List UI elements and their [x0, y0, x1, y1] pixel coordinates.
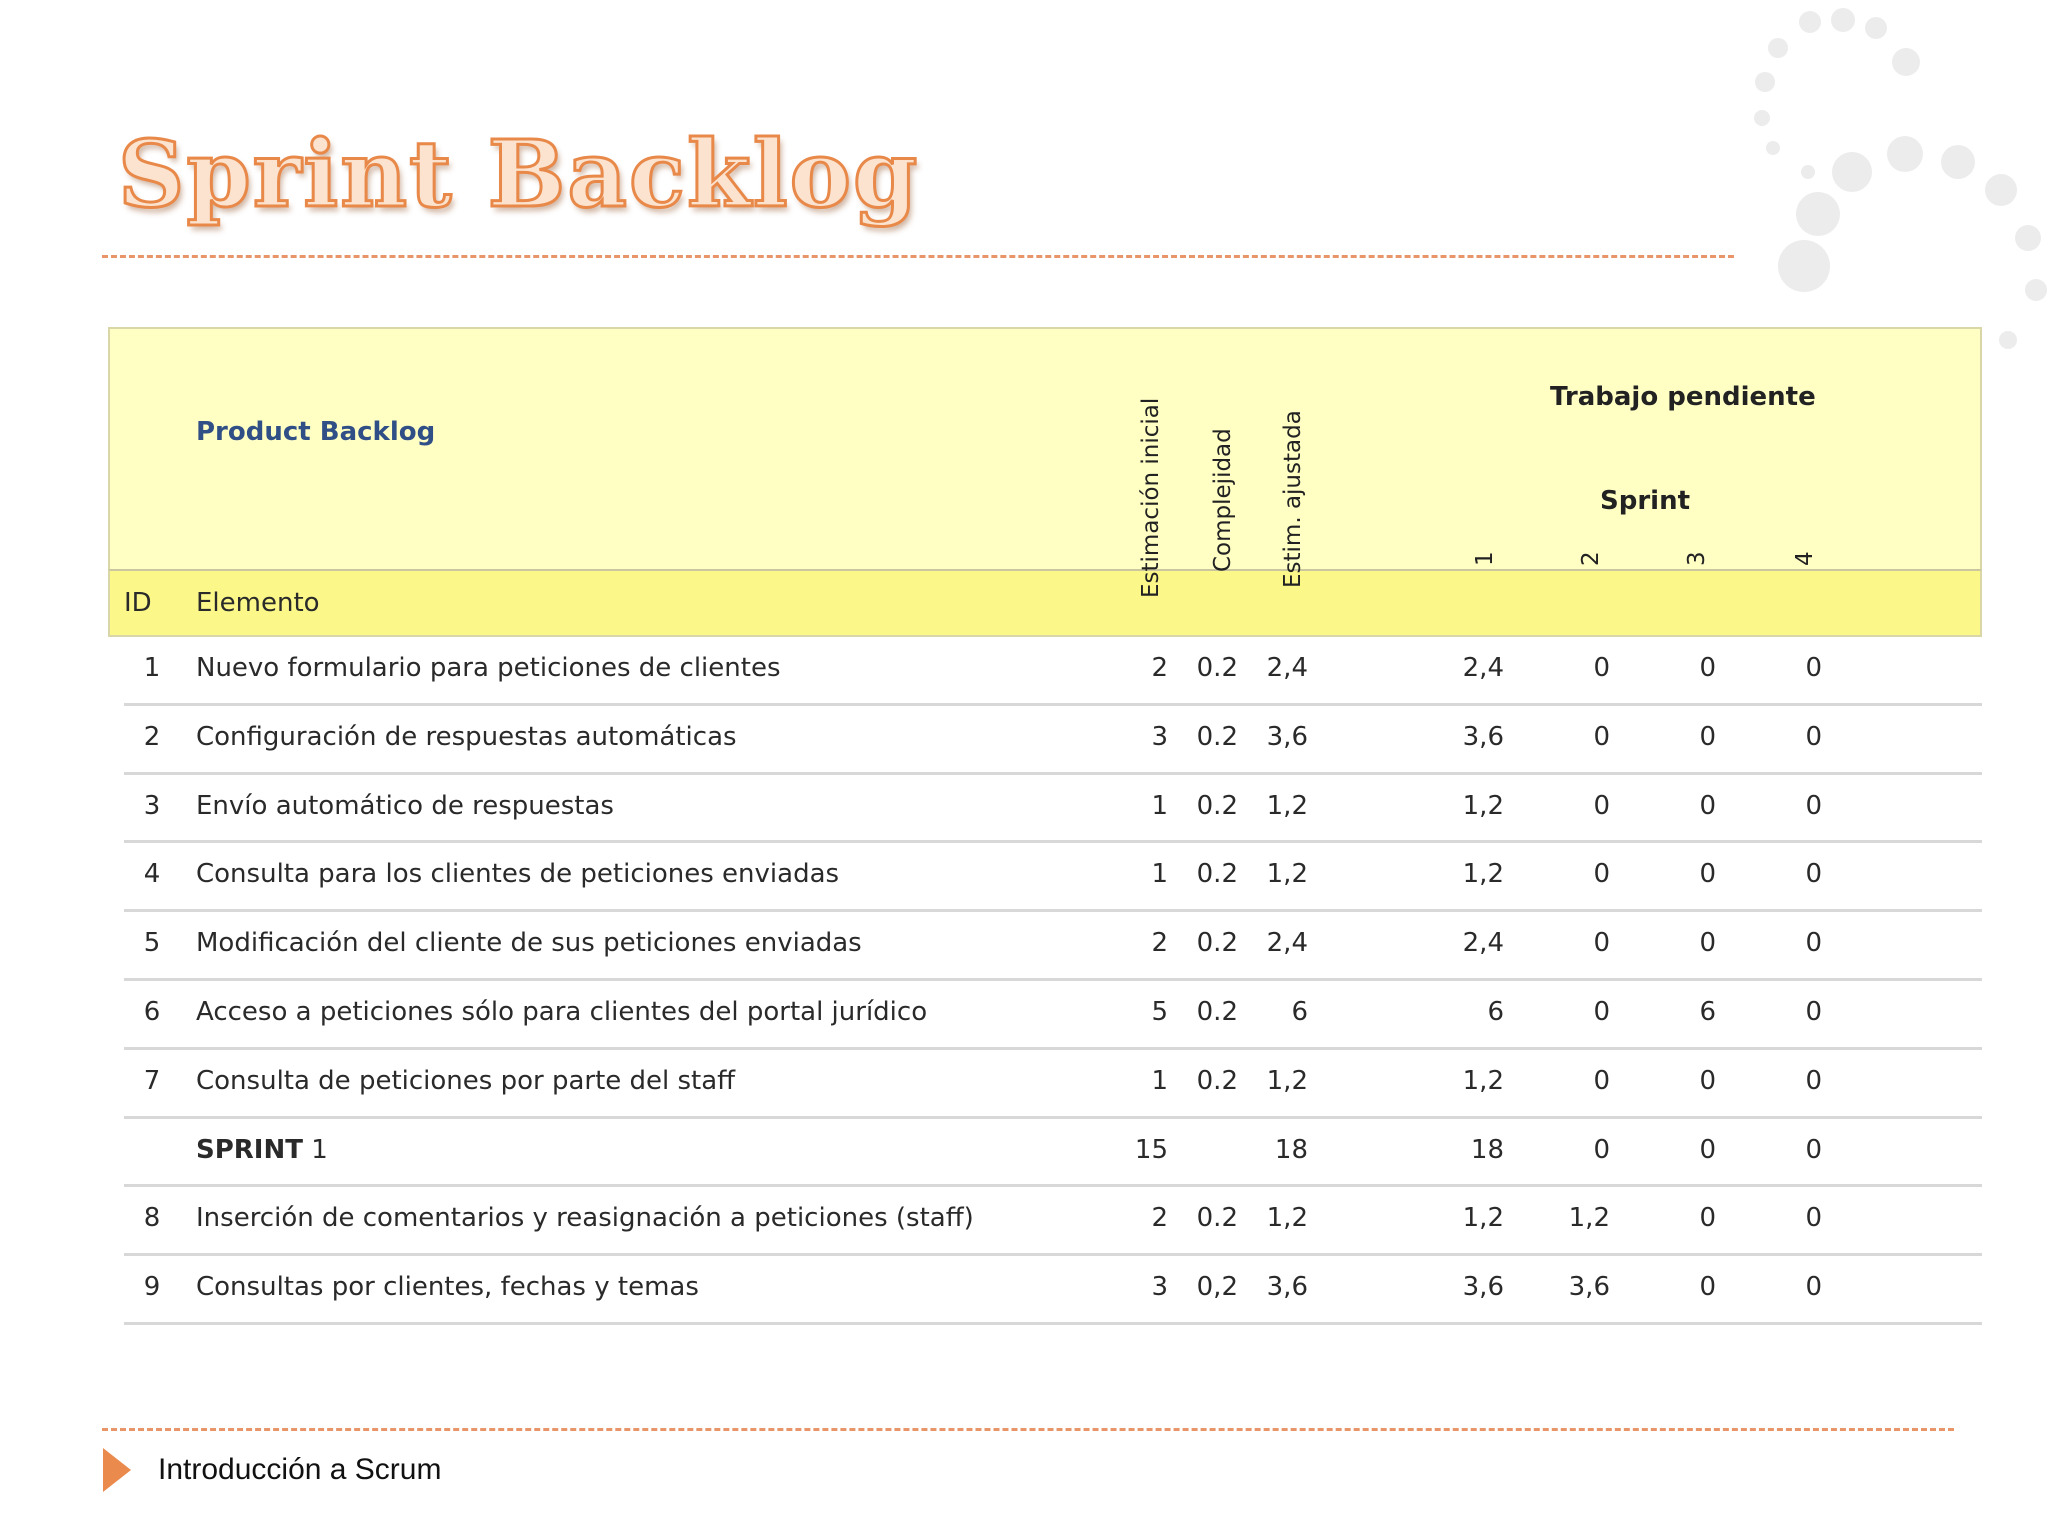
cell-sprint-2: 3,6: [1568, 1272, 1610, 1303]
cell-sprint-3: 0: [1699, 721, 1716, 752]
row-divider: [124, 840, 1982, 843]
cell-estim-ajustada: 3,6: [1266, 1272, 1308, 1303]
col-id-header: ID: [124, 588, 152, 618]
cell-estimacion: 1: [1151, 859, 1168, 890]
cell-sprint-1: 1,2: [1462, 859, 1504, 890]
cell-id: 2: [143, 721, 161, 752]
cell-complejidad: 0,2: [1196, 1272, 1238, 1303]
cell-complejidad: 0.2: [1196, 1065, 1238, 1096]
row-divider: [124, 1184, 1982, 1187]
cell-sprint-1: 6: [1487, 997, 1504, 1027]
cell-estimacion: 5: [1151, 997, 1168, 1027]
cell-sprint-4: 0: [1805, 1272, 1822, 1303]
cell-elemento: [196, 1134, 328, 1165]
cell-complejidad: 0.2: [1196, 653, 1238, 683]
cell-id: 8: [143, 1203, 161, 1234]
cell-estim-ajustada: 1,2: [1266, 790, 1308, 821]
cell-sprint-3: 0: [1699, 790, 1716, 821]
cell-estimacion: 2: [1151, 928, 1168, 959]
cell-estimacion: 3: [1151, 721, 1168, 752]
cell-sprint-4: 0: [1805, 859, 1822, 890]
sprint-total-label: SPRINT: [196, 1134, 303, 1165]
cell-sprint-1: 3,6: [1462, 721, 1504, 752]
cell-id: 4: [143, 859, 161, 890]
cell-complejidad: 0.2: [1196, 859, 1238, 890]
sprint-number-4: 4: [1792, 551, 1818, 566]
cell-sprint-1: 2,4: [1462, 928, 1504, 959]
sprint-label: Sprint: [1600, 486, 1691, 516]
cell-sprint-3: 0: [1699, 928, 1716, 959]
cell-sprint-2: 0: [1593, 653, 1610, 683]
cell-sprint-2: 0: [1593, 1065, 1610, 1096]
cell-id: 7: [143, 1065, 161, 1096]
cell-sprint-3: 6: [1699, 997, 1716, 1027]
cell-sprint-2: 0: [1593, 859, 1610, 890]
cell-sprint-4: 0: [1805, 928, 1822, 959]
sprint-total-number: 1: [302, 1134, 328, 1165]
cell-id: 9: [143, 1272, 161, 1303]
col-complejidad: Complejidad: [1210, 428, 1236, 572]
footer-arrow-icon: [103, 1448, 131, 1492]
cell-elemento: Consultas por clientes, fechas y temas: [196, 1272, 699, 1303]
cell-elemento: Configuración de respuestas automáticas: [196, 721, 737, 752]
cell-sprint-2: 0: [1593, 790, 1610, 821]
cell-estimacion: 1: [1151, 1065, 1168, 1096]
sprint-number-3: 3: [1684, 551, 1710, 566]
cell-elemento: Modificación del cliente de sus peticiones enviadas: [196, 928, 862, 959]
cell-sprint-3: 0: [1699, 1134, 1716, 1165]
cell-estim-ajustada: 18: [1274, 1134, 1308, 1165]
cell-sprint-3: 0: [1699, 1203, 1716, 1234]
footer-text: Introducción a Scrum: [158, 1453, 442, 1486]
cell-sprint-3: 0: [1699, 1272, 1716, 1303]
cell-sprint-4: 0: [1805, 997, 1822, 1027]
cell-estim-ajustada: 1,2: [1266, 1065, 1308, 1096]
row-divider: [124, 1253, 1982, 1256]
cell-complejidad: 0.2: [1196, 790, 1238, 821]
cell-estimacion: 1: [1151, 790, 1168, 821]
cell-complejidad: 0.2: [1196, 1203, 1238, 1234]
row-divider: [124, 1322, 1982, 1325]
cell-estim-ajustada: 1,2: [1266, 1203, 1308, 1234]
cell-sprint-4: 0: [1805, 1065, 1822, 1096]
cell-sprint-1: 3,6: [1462, 1272, 1504, 1303]
slide-title: Sprint Backlog: [118, 120, 920, 228]
row-divider: [124, 1116, 1982, 1119]
cell-id: 3: [143, 790, 161, 821]
cell-sprint-4: 0: [1805, 1203, 1822, 1234]
cell-sprint-1: 1,2: [1462, 1065, 1504, 1096]
cell-estim-ajustada: 2,4: [1266, 653, 1308, 683]
footer-divider: [102, 1428, 1954, 1431]
cell-sprint-4: 0: [1805, 790, 1822, 821]
cell-sprint-3: 0: [1699, 859, 1716, 890]
cell-sprint-1: 1,2: [1462, 1203, 1504, 1234]
cell-elemento: Consulta para los clientes de peticiones enviadas: [196, 859, 840, 890]
cell-id: 5: [143, 928, 161, 959]
cell-sprint-2: 0: [1593, 928, 1610, 959]
row-divider: [124, 909, 1982, 912]
cell-sprint-2: 1,2: [1568, 1203, 1610, 1234]
cell-sprint-1: 1,2: [1462, 790, 1504, 821]
cell-elemento: Envío automático de respuestas: [196, 790, 614, 821]
sprint-number-1: 1: [1472, 551, 1498, 566]
col-estimacion-inicial: Estimación inicial: [1138, 397, 1164, 598]
cell-sprint-2: 0: [1593, 1134, 1610, 1165]
cell-estimacion: 15: [1134, 1134, 1168, 1165]
col-elemento-header: Elemento: [196, 588, 320, 618]
cell-complejidad: 0.2: [1196, 928, 1238, 959]
cell-estim-ajustada: 2,4: [1266, 928, 1308, 959]
cell-estimacion: 2: [1151, 653, 1168, 683]
row-divider: [124, 772, 1982, 775]
cell-complejidad: 0.2: [1196, 997, 1238, 1027]
table-column-header-row: [108, 569, 1982, 637]
cell-elemento: Consulta de peticiones por parte del staff: [196, 1065, 736, 1096]
cell-elemento: Nuevo formulario para peticiones de clientes: [196, 653, 781, 683]
cell-estim-ajustada: 6: [1291, 997, 1308, 1027]
cell-complejidad: 0.2: [1196, 721, 1238, 752]
cell-sprint-4: 0: [1805, 653, 1822, 683]
col-estim-ajustada: Estim. ajustada: [1280, 410, 1306, 588]
cell-sprint-1: 2,4: [1462, 653, 1504, 683]
row-divider: [124, 978, 1982, 981]
cell-estim-ajustada: 1,2: [1266, 859, 1308, 890]
row-divider: [124, 703, 1982, 706]
cell-elemento: Inserción de comentarios y reasignación a peticiones (staff): [196, 1203, 974, 1234]
row-divider: [124, 1047, 1982, 1050]
cell-id: 1: [143, 653, 161, 683]
cell-id: 6: [143, 997, 161, 1027]
sprint-number-2: 2: [1578, 551, 1604, 566]
cell-elemento: Acceso a peticiones sólo para clientes del portal jurídico: [196, 997, 928, 1027]
cell-sprint-4: 0: [1805, 1134, 1822, 1165]
cell-sprint-3: 0: [1699, 653, 1716, 683]
cell-estimacion: 2: [1151, 1203, 1168, 1234]
cell-sprint-1: 18: [1470, 1134, 1504, 1165]
cell-sprint-4: 0: [1805, 721, 1822, 752]
cell-estimacion: 3: [1151, 1272, 1168, 1303]
cell-estim-ajustada: 3,6: [1266, 721, 1308, 752]
table-header-area: [108, 327, 1982, 569]
cell-sprint-2: 0: [1593, 721, 1610, 752]
pending-work-label: Trabajo pendiente: [1550, 382, 1816, 412]
product-backlog-label: Product Backlog: [196, 417, 436, 447]
cell-sprint-2: 0: [1593, 997, 1610, 1027]
cell-sprint-3: 0: [1699, 1065, 1716, 1096]
